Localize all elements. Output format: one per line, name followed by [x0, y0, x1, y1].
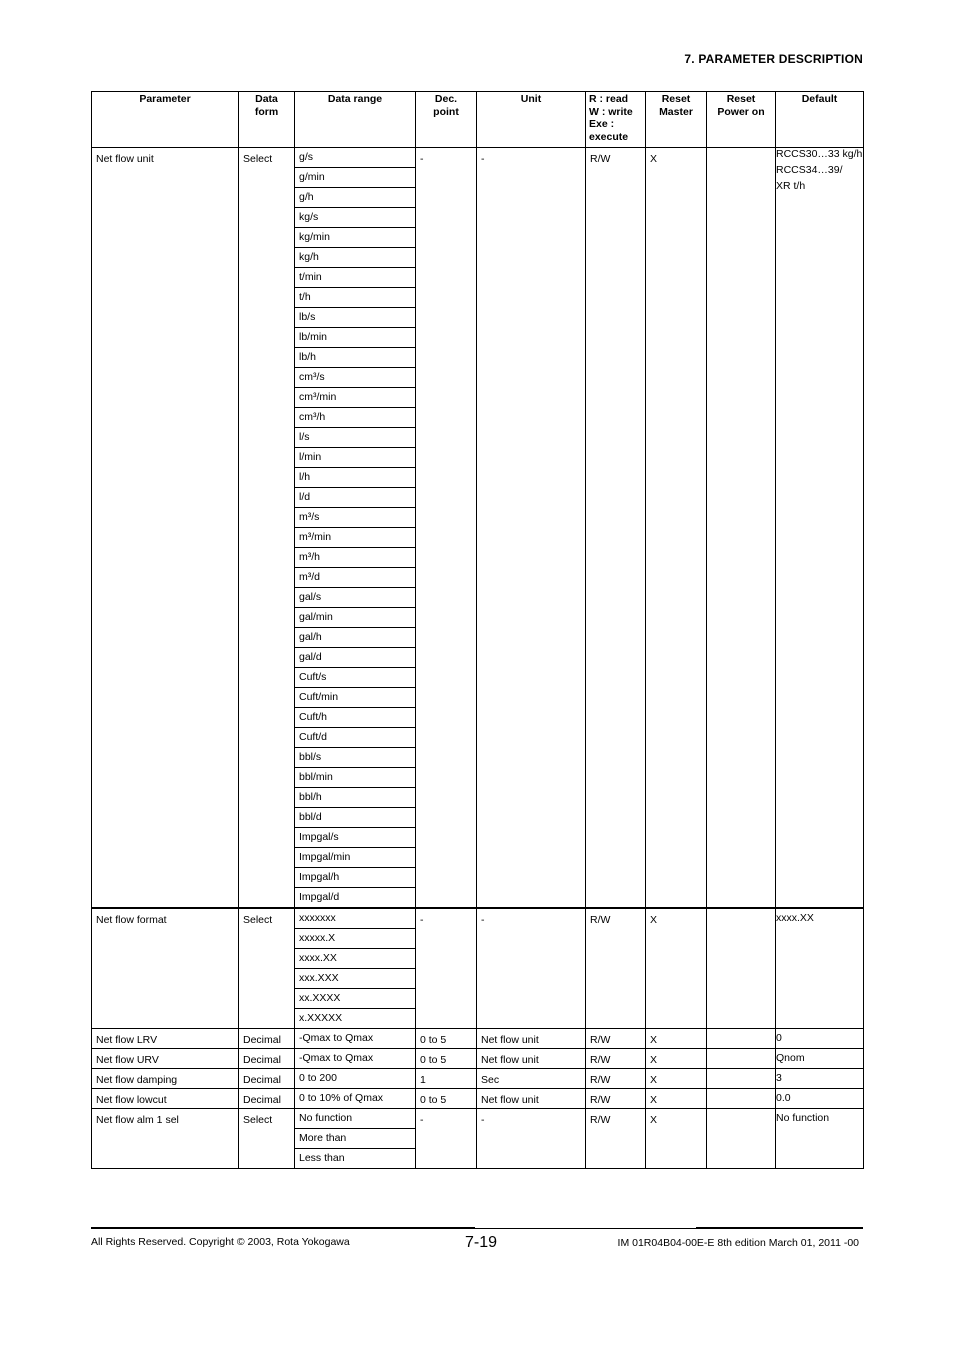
cell-parameter: Net flow format: [92, 908, 239, 1029]
data-range-option: bbl/d: [295, 808, 415, 828]
data-range-option: t/h: [295, 288, 415, 308]
table-header-row: [92, 92, 864, 148]
column-header-dec-point: [416, 92, 477, 148]
data-range-option: l/h: [295, 468, 415, 488]
column-header-line: execute: [589, 130, 629, 143]
column-header-reset-master: [646, 92, 707, 148]
cell-reset-master: X: [646, 1049, 707, 1069]
cell-default: [776, 148, 864, 909]
data-range-option: xxxx.XX: [295, 949, 415, 969]
data-range-option: m³/d: [295, 568, 415, 588]
column-header-line: Unit: [520, 93, 542, 105]
data-range-option: 0 to 200: [299, 1072, 337, 1084]
cell-reset-power-on: [707, 1029, 776, 1049]
data-range-list: [295, 1109, 415, 1168]
footer-rule: [475, 1228, 696, 1229]
cell-data-range: [295, 1029, 416, 1049]
data-range-option: Cuft/d: [295, 728, 415, 748]
cell-dec-point: 0 to 5: [416, 1029, 477, 1049]
data-range-option: -Qmax to Qmax: [299, 1032, 374, 1044]
column-header-data-form: [239, 92, 295, 148]
column-header-line: Dec.: [434, 93, 458, 105]
data-range-option: kg/h: [295, 248, 415, 268]
cell-dec-point: -: [416, 908, 477, 1029]
column-header-reset-power-on: [707, 92, 776, 148]
data-range-option: l/d: [295, 488, 415, 508]
data-range-option: cm³/h: [295, 408, 415, 428]
cell-unit: Net flow unit: [477, 1089, 586, 1109]
column-header-line: Power on: [717, 105, 765, 118]
data-range-option: g/min: [295, 168, 415, 188]
column-header-line: Reset: [726, 93, 756, 105]
column-header-line: Data range: [327, 93, 383, 105]
cell-data-range: [295, 908, 416, 1029]
default-value: 0.0: [776, 1092, 791, 1104]
cell-dec-point: 0 to 5: [416, 1089, 477, 1109]
cell-unit: Sec: [477, 1069, 586, 1089]
footer-rule: [91, 1227, 475, 1229]
cell-default: [776, 1049, 864, 1069]
cell-reset-power-on: [707, 148, 776, 909]
column-header-parameter: [92, 92, 239, 148]
cell-parameter: Net flow lowcut: [92, 1089, 239, 1109]
data-range-option: More than: [295, 1129, 415, 1149]
column-header-line: R : read: [589, 93, 629, 105]
data-range-option: Impgal/d: [299, 891, 340, 903]
cell-data-form: Decimal: [239, 1049, 295, 1069]
data-range-list: [295, 909, 415, 1028]
data-range-option: l/min: [295, 448, 415, 468]
column-header-line: Data: [255, 93, 278, 105]
data-range-option: t/min: [295, 268, 415, 288]
cell-data-range: [295, 1089, 416, 1109]
default-value: RCCS34…39/: [776, 164, 843, 176]
data-range-option: gal/s: [295, 588, 415, 608]
table-row: [92, 1069, 864, 1089]
data-range-option: xxxxxxx: [295, 909, 415, 929]
table-row: [92, 1089, 864, 1109]
data-range-option: Impgal/min: [295, 848, 415, 868]
cell-data-form: Decimal: [239, 1069, 295, 1089]
cell-unit: -: [477, 148, 586, 909]
data-range-option: lb/s: [295, 308, 415, 328]
cell-default: [776, 1029, 864, 1049]
data-range-option: 0 to 10% of Qmax: [299, 1092, 384, 1104]
column-header-line: W : write: [589, 105, 633, 118]
default-value: No function: [776, 1112, 830, 1124]
table-row: [92, 1049, 864, 1069]
table-row: [92, 908, 864, 1029]
cell-reset-master: X: [646, 908, 707, 1029]
cell-rw: R/W: [586, 1069, 646, 1089]
cell-parameter: Net flow unit: [92, 148, 239, 909]
cell-rw: R/W: [586, 148, 646, 909]
cell-data-form: Select: [239, 148, 295, 909]
cell-reset-power-on: [707, 908, 776, 1029]
cell-parameter: Net flow URV: [92, 1049, 239, 1069]
data-range-option: Cuft/s: [295, 668, 415, 688]
data-range-option: kg/min: [295, 228, 415, 248]
default-value: XR t/h: [776, 180, 806, 192]
cell-data-form: Decimal: [239, 1029, 295, 1049]
data-range-option: cm³/s: [295, 368, 415, 388]
cell-parameter: Net flow LRV: [92, 1029, 239, 1049]
cell-reset-power-on: [707, 1069, 776, 1089]
data-range-option: lb/min: [295, 328, 415, 348]
data-range-option: m³/min: [295, 528, 415, 548]
data-range-option: gal/min: [295, 608, 415, 628]
data-range-list: [295, 148, 415, 907]
cell-rw: R/W: [586, 1109, 646, 1169]
data-range-option: lb/h: [295, 348, 415, 368]
column-header-line: form: [254, 105, 279, 118]
data-range-option: -Qmax to Qmax: [299, 1052, 374, 1064]
cell-dec-point: 0 to 5: [416, 1049, 477, 1069]
data-range-option: g/h: [295, 188, 415, 208]
cell-unit: Net flow unit: [477, 1029, 586, 1049]
cell-unit: Net flow unit: [477, 1049, 586, 1069]
data-range-option: x.XXXXX: [299, 1012, 343, 1024]
footer-doc-id: IM 01R04B04-00E-E 8th edition March 01, 2011 -00: [617, 1237, 859, 1249]
page-number: 7-19: [465, 1234, 498, 1251]
data-range-option: Cuft/min: [295, 688, 415, 708]
default-value: RCCS30…33 kg/h: [776, 148, 863, 160]
table-row: [92, 1109, 864, 1169]
column-header-default: [776, 92, 864, 148]
cell-data-range: [295, 1109, 416, 1169]
cell-rw: R/W: [586, 1049, 646, 1069]
data-range-option: kg/s: [295, 208, 415, 228]
cell-reset-master: X: [646, 1089, 707, 1109]
cell-default: [776, 1089, 864, 1109]
data-range-option: l/s: [295, 428, 415, 448]
column-header-line: Reset: [661, 93, 691, 105]
data-range-option: Cuft/h: [295, 708, 415, 728]
cell-reset-power-on: [707, 1089, 776, 1109]
cell-data-range: [295, 148, 416, 909]
data-range-list: [295, 1029, 415, 1048]
data-range-option: gal/h: [295, 628, 415, 648]
cell-dec-point: -: [416, 1109, 477, 1169]
parameter-table: [91, 91, 864, 1169]
footer-copyright: All Rights Reserved. Copyright © 2003, Rota Yokogawa: [91, 1236, 350, 1248]
cell-reset-master: X: [646, 1029, 707, 1049]
data-range-option: m³/h: [295, 548, 415, 568]
footer-rule: [696, 1227, 863, 1229]
cell-reset-master: X: [646, 1109, 707, 1169]
data-range-option: g/s: [295, 148, 415, 168]
data-range-option: Less than: [299, 1152, 345, 1164]
table-row: [92, 1029, 864, 1049]
data-range-option: xxx.XXX: [295, 969, 415, 989]
cell-default: [776, 1069, 864, 1089]
data-range-option: Impgal/h: [295, 868, 415, 888]
cell-reset-power-on: [707, 1109, 776, 1169]
cell-dec-point: -: [416, 148, 477, 909]
cell-default: [776, 908, 864, 1029]
data-range-list: [295, 1049, 415, 1068]
cell-unit: -: [477, 1109, 586, 1169]
cell-unit: -: [477, 908, 586, 1029]
column-header-line: Default: [801, 93, 838, 105]
cell-default: [776, 1109, 864, 1169]
cell-data-form: Decimal: [239, 1089, 295, 1109]
cell-rw: R/W: [586, 908, 646, 1029]
data-range-option: bbl/h: [295, 788, 415, 808]
default-value: 3: [776, 1072, 782, 1084]
data-range-option: xxxxx.X: [295, 929, 415, 949]
cell-data-range: [295, 1049, 416, 1069]
section-title: 7. PARAMETER DESCRIPTION: [684, 52, 863, 66]
table-row: [92, 148, 864, 909]
data-range-option: cm³/min: [295, 388, 415, 408]
cell-rw: R/W: [586, 1029, 646, 1049]
default-value: 0: [776, 1032, 782, 1044]
table-body: [92, 148, 864, 1169]
cell-parameter: Net flow alm 1 sel: [92, 1109, 239, 1169]
column-header-data-range: [295, 92, 416, 148]
data-range-option: xx.XXXX: [295, 989, 415, 1009]
data-range-list: [295, 1089, 415, 1108]
cell-reset-power-on: [707, 1049, 776, 1069]
cell-parameter: Net flow damping: [92, 1069, 239, 1089]
column-header-rw: [586, 92, 646, 148]
column-header-line: Parameter: [139, 93, 191, 105]
column-header-line: Exe :: [589, 118, 615, 130]
column-header-line: point: [433, 105, 459, 118]
data-range-list: [295, 1069, 415, 1088]
data-range-option: gal/d: [295, 648, 415, 668]
column-header-line: Master: [659, 105, 693, 118]
data-range-option: Impgal/s: [295, 828, 415, 848]
default-value: xxxx.XX: [776, 912, 814, 924]
column-header-unit: [477, 92, 586, 148]
data-range-option: bbl/min: [295, 768, 415, 788]
cell-data-form: Select: [239, 908, 295, 1029]
default-value: Qnom: [776, 1052, 805, 1064]
data-range-option: m³/s: [295, 508, 415, 528]
cell-dec-point: 1: [416, 1069, 477, 1089]
cell-data-form: Select: [239, 1109, 295, 1169]
cell-rw: R/W: [586, 1089, 646, 1109]
data-range-option: bbl/s: [295, 748, 415, 768]
cell-reset-master: X: [646, 148, 707, 909]
cell-data-range: [295, 1069, 416, 1089]
cell-reset-master: X: [646, 1069, 707, 1089]
data-range-option: No function: [295, 1109, 415, 1129]
